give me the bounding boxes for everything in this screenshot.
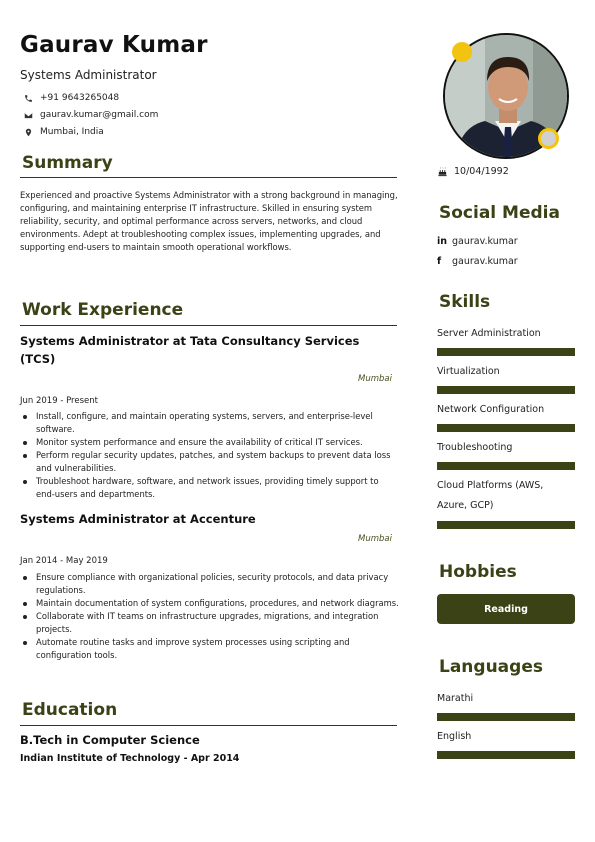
- list-item: Troubleshoot hardware, software, and network issues, providing timely support to end-users and departments.: [20, 475, 400, 501]
- list-item: Perform regular security updates, patches, and system backups to prevent data loss and vulnerabilities.: [20, 449, 400, 475]
- skill-bar: [437, 462, 575, 470]
- experience-divider: [20, 325, 397, 326]
- cake-icon: [437, 166, 448, 177]
- social-label: gaurav.kumar: [452, 236, 518, 247]
- envelope-icon: [22, 109, 34, 121]
- list-item: Collaborate with IT teams on infrastructure upgrades, migrations, and integration projects.: [20, 610, 400, 636]
- education-divider: [20, 725, 397, 726]
- social-linkedin[interactable]: [437, 236, 518, 247]
- contact-phone: [22, 92, 119, 104]
- education-institution: Indian Institute of Technology - Apr 2014: [20, 753, 240, 764]
- job-bullets: [20, 571, 400, 662]
- summary-divider: [20, 177, 397, 178]
- job-dates: Jan 2014 - May 2019: [20, 556, 108, 566]
- list-item: Maintain documentation of system configurations, procedures, and network diagrams.: [20, 597, 400, 610]
- map-pin-icon: [22, 126, 34, 138]
- list-item: Automate routine tasks and improve system processes using scripting and configuration tools.: [20, 636, 400, 662]
- date-of-birth: [437, 166, 509, 177]
- job-bullets: [20, 410, 400, 501]
- list-item: Monitor system performance and ensure the availability of critical IT services.: [20, 436, 400, 449]
- languages-heading: Languages: [439, 657, 543, 677]
- skill-bar: [437, 386, 575, 394]
- job-location: Mumbai: [358, 374, 392, 384]
- social-heading: Social Media: [439, 203, 560, 223]
- decorative-dot: [452, 42, 472, 62]
- linkedin-icon: in: [437, 236, 448, 247]
- skills-heading: Skills: [439, 292, 491, 312]
- language-bar: [437, 751, 575, 759]
- list-item: Ensure compliance with organizational policies, security protocols, and data privacy regulations.: [20, 571, 400, 597]
- facebook-icon: f: [437, 256, 442, 267]
- decorative-dot: [538, 128, 559, 149]
- summary-text: Experienced and proactive Systems Administrator with a strong background in managing, configuring, and maintaining enterprise IT infrastructure. Skilled in ensuring system reliability, security, and optimal performance across servers, networks, and cloud environments. Adept at troubleshooting complex issues, implementing upgrades, and supporting end-users to maintain smooth operational workflows.: [20, 190, 398, 252]
- social-label: gaurav.kumar: [452, 256, 518, 267]
- language-item: Marathi: [437, 693, 474, 704]
- job-dates: Jun 2019 - Present: [20, 396, 98, 406]
- skill-item: Server Administration: [437, 328, 541, 339]
- location-text: Mumbai, India: [40, 127, 104, 137]
- skill-item: Troubleshooting: [437, 442, 513, 453]
- social-facebook[interactable]: [437, 256, 518, 267]
- contact-location: [22, 126, 104, 138]
- skill-bar: [437, 521, 575, 529]
- contact-email: [22, 109, 158, 121]
- hobby-chip: Reading: [437, 594, 575, 624]
- list-item: Install, configure, and maintain operating systems, servers, and enterprise-level software.: [20, 410, 400, 436]
- job-location: Mumbai: [358, 534, 392, 544]
- skill-item: Virtualization: [437, 366, 500, 377]
- hobbies-heading: Hobbies: [439, 562, 517, 582]
- education-degree: B.Tech in Computer Science: [20, 733, 200, 747]
- language-item: English: [437, 731, 472, 742]
- summary-heading: Summary: [22, 153, 113, 173]
- language-bar: [437, 713, 575, 721]
- skill-bar: [437, 348, 575, 356]
- skill-item: Network Configuration: [437, 404, 545, 415]
- education-heading: Education: [22, 700, 118, 720]
- phone-icon: [22, 92, 34, 104]
- experience-heading: Work Experience: [22, 300, 184, 320]
- candidate-role: Systems Administrator: [20, 68, 157, 82]
- skill-item: Cloud Platforms (AWS, Azure, GCP): [437, 480, 544, 511]
- phone-text: +91 9643265048: [40, 93, 120, 103]
- dob-text: 10/04/1992: [454, 166, 509, 177]
- job-title: Systems Administrator at Tata Consultancy Services (TCS): [20, 334, 360, 366]
- email-text: gaurav.kumar@gmail.com: [40, 110, 159, 120]
- job-title: Systems Administrator at Accenture: [20, 512, 256, 526]
- skill-bar: [437, 424, 575, 432]
- candidate-name: Gaurav Kumar: [20, 32, 208, 58]
